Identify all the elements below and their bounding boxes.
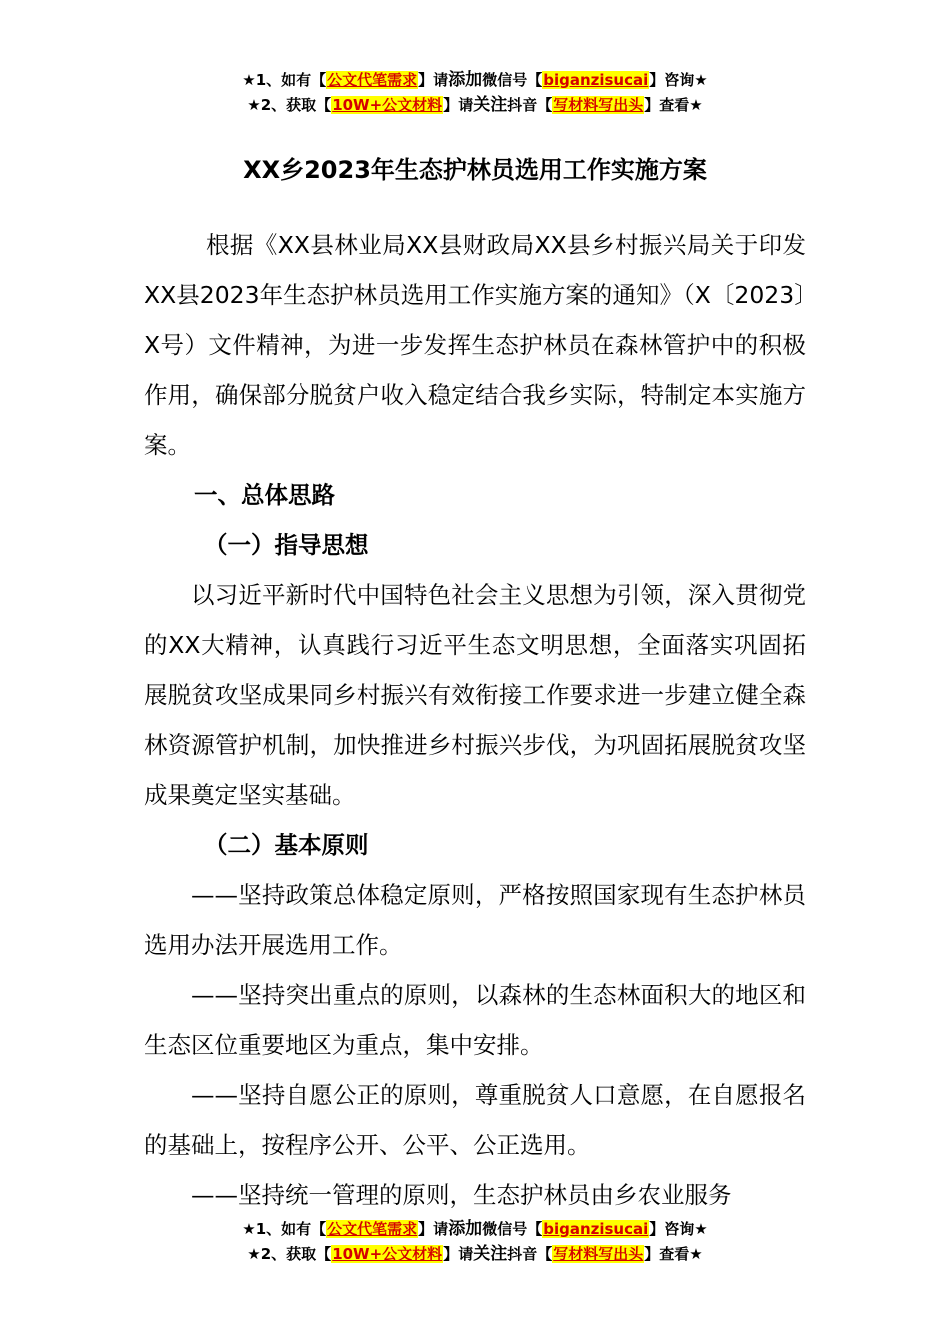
subsection-heading: （二）基本原则 bbox=[204, 831, 369, 859]
section-heading: 一、总体思路 bbox=[194, 481, 335, 509]
banner-emphasis: 添加 bbox=[448, 1219, 483, 1239]
banner-line-2 bbox=[0, 1242, 950, 1267]
highlight-service: 公文代笔需求 bbox=[327, 1220, 418, 1238]
banner-line-1 bbox=[0, 1217, 950, 1242]
subsection-heading: （一）指导思想 bbox=[204, 531, 369, 559]
principle-paragraph: ——坚持突出重点的原则，以森林的生态林面积大的地区和生态区位重要地区为重点，集中安排。 bbox=[144, 981, 806, 1059]
banner-text: 】咨询★ bbox=[649, 71, 708, 89]
banner-text: ★1、如有【 bbox=[242, 1220, 327, 1238]
highlight-douyin-account: 写材料写出头 bbox=[553, 1245, 644, 1263]
highlight-wechat-id: biganzisucai bbox=[543, 1220, 649, 1238]
highlight-douyin-account: 写材料写出头 bbox=[553, 96, 644, 114]
highlight-wechat-id: biganzisucai bbox=[543, 71, 649, 89]
banner-text: ★2、获取【 bbox=[247, 1245, 332, 1263]
banner-line-2 bbox=[0, 93, 950, 118]
guiding-thought-paragraph: 以习近平新时代中国特色社会主义思想为引领，深入贯彻党的XX大精神，认真践行习近平生态文明思想，全面落实巩固拓展脱贫攻坚成果同乡村振兴有效衔接工作要求进一步建立健全森林资源管护机制，加快推进乡村振兴步伐，为巩固拓展脱贫攻坚成果奠定坚实基础。 bbox=[144, 581, 806, 809]
banner-text: 抖音【 bbox=[507, 1245, 553, 1263]
banner-line-1 bbox=[0, 68, 950, 93]
principle-paragraph: ——坚持自愿公正的原则，尊重脱贫人口意愿，在自愿报名的基础上，按程序公开、公平、公正选用。 bbox=[144, 1081, 806, 1159]
intro-paragraph: 根据《XX县林业局XX县财政局XX县乡村振兴局关于印发XX县2023年生态护林员选用工作实施方案的通知》（X〔2023〕X号）文件精神，为进一步发挥生态护林员在森林管护中的积极作用，确保部分脱贫户收入稳定结合我乡实际，特制定本实施方案。 bbox=[144, 231, 806, 459]
banner-text: 抖音【 bbox=[507, 96, 553, 114]
banner-text: 】咨询★ bbox=[649, 1220, 708, 1238]
principle-paragraph: ——坚持政策总体稳定原则，严格按照国家现有生态护林员选用办法开展选用工作。 bbox=[144, 881, 806, 959]
banner-text: 】请 bbox=[443, 96, 474, 114]
bottom-banner bbox=[0, 1217, 950, 1267]
document-title: XX乡2023年生态护林员选用工作实施方案 bbox=[243, 156, 707, 184]
banner-emphasis: 添加 bbox=[448, 70, 483, 90]
banner-emphasis: 关注 bbox=[473, 1244, 508, 1264]
highlight-materials: 10W+公文材料 bbox=[332, 96, 443, 114]
banner-text: ★1、如有【 bbox=[242, 71, 327, 89]
banner-text: 】请 bbox=[418, 1220, 449, 1238]
highlight-materials: 10W+公文材料 bbox=[332, 1245, 443, 1263]
banner-text: 】请 bbox=[443, 1245, 474, 1263]
document-body bbox=[144, 220, 806, 1220]
banner-emphasis: 关注 bbox=[473, 95, 508, 115]
banner-text: ★2、获取【 bbox=[247, 96, 332, 114]
banner-text: 】请 bbox=[418, 71, 449, 89]
principle-paragraph: ——坚持统一管理的原则，生态护林员由乡农业服务 bbox=[191, 1181, 732, 1209]
banner-text: 微信号【 bbox=[482, 1220, 543, 1238]
highlight-service: 公文代笔需求 bbox=[327, 71, 418, 89]
banner-text: 微信号【 bbox=[482, 71, 543, 89]
top-banner bbox=[0, 68, 950, 118]
banner-text: 】查看★ bbox=[644, 1245, 703, 1263]
banner-text: 】查看★ bbox=[644, 96, 703, 114]
